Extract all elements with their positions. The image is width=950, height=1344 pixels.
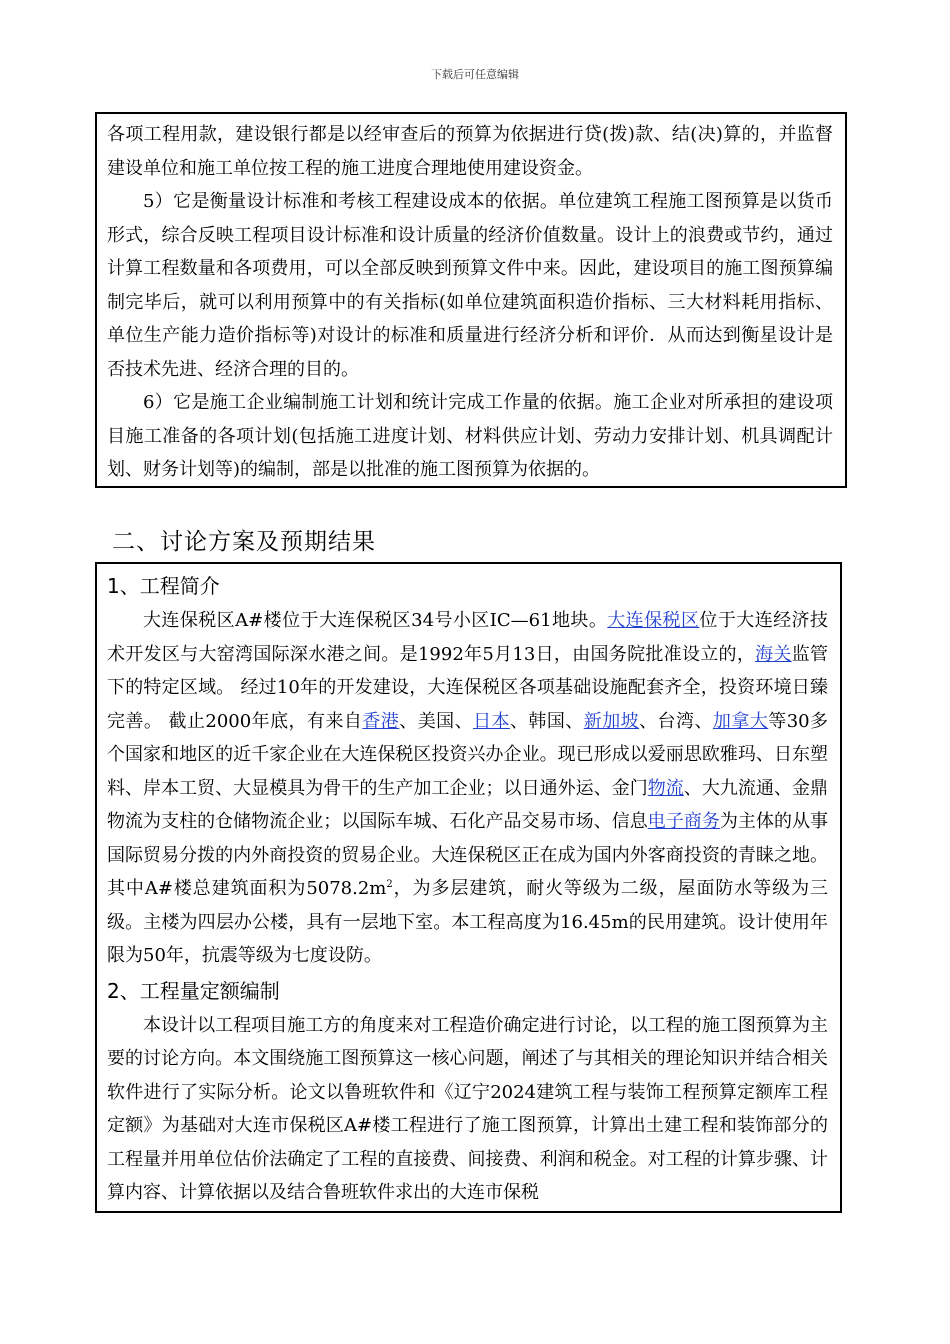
link-singapore[interactable]: 新加坡 [583, 710, 640, 732]
intro-text: 大连保税区A#楼位于大连保税区34号小区IC—61地块。 [143, 610, 608, 631]
link-canada[interactable]: 加拿大 [712, 710, 769, 732]
subtitle-quota: 2、工程量定额编制 [107, 978, 280, 1003]
paragraph-project-intro [107, 604, 828, 973]
link-ecommerce[interactable]: 电子商务 [647, 811, 720, 832]
subtitle-project-intro: 1、工程简介 [107, 574, 220, 598]
section-title: 二、讨论方案及预期结果 [112, 529, 376, 555]
link-customs[interactable]: 海关 [755, 643, 792, 665]
link-dalian-ftz[interactable]: 大连保税区 [607, 610, 700, 631]
link-logistics[interactable]: 物流 [647, 777, 684, 799]
intro-text: 、美国、 [399, 710, 474, 732]
paragraph-point-5: 5）它是衡量设计标准和考核工程建设成本的依据。单位建筑工程施工图预算是以货币形式，综合反映工程项目设计标准和设计质量的经济价值数量。设计上的浪费或节约，通过计算工程数量和各项费用，可以全部反映到预算文件中来。因此，建设项目的施工图预算编制完毕后，就可以利用预算中的有关指标(如单位建筑面积造价指标、三大材料耗用指标、单位生产能力造价指标等)对设计的标准和质量进行经济分析和评价．从而达到衡星设计是否技术先进、经济合理的目的。 [107, 191, 833, 380]
intro-text: 、韩国、 [509, 710, 584, 732]
intro-text: 为主体的从事国际贸易分拨的内外商投资的贸易企业。大连保税区正在成为国内外客商投资的青睐之地。其中A#楼总建筑面积为5078.2m [107, 811, 829, 899]
paragraph-point-6: 6）它是施工企业编制施工计划和统计完成工作量的依据。施工企业对所承担的建设项目施工准备的各项计划(包括施工进度计划、材料供应计划、劳动力安排计划、机具调配计划、财务计划等)的编制，部是以批准的施工图预算为依据的。 [107, 392, 833, 480]
intro-text: 、台湾、 [639, 710, 713, 732]
paragraph-quota: 本设计以工程项目施工方的角度来对工程造价确定进行讨论，以工程的施工图预算为主要的讨论方向。本文围绕施工图预算这一核心问题，阐述了与其相关的理论知识并结合相关软件进行了实际分析。论文以鲁班软件和《辽宁2024建筑工程与装饰工程预算定额库工程定额》为基础对大连市保税区A#楼工程进行了施工图预算，计算出土建工程和装饰部分的工程量并用单位估价法确定了工程的直接费、间接费、利润和税金。对工程的计算步骤、计算内容、计算依据以及结合鲁班软件求出的大连市保税 [107, 1014, 828, 1203]
continued-text-box [95, 112, 847, 488]
paragraph-funding: 各项工程用款，建设银行都是以经审查后的预算为依据进行贷(拨)款、结(决)算的，并监督建设单位和施工单位按工程的施工进度合理地使用建设资金。 [107, 124, 833, 179]
intro-text: 位于大连经济技术开发区与大窑湾国际深水港之间。是1992年5月13日，由国务院批准设立的， [107, 610, 828, 665]
intro-text: 等30多个国家和地区的近千家企业在大连保税区投资兴办企业。现已形成以爱丽思欧雅玛、日东塑料、岸本工贸、大显模具为骨干的生产加工企业；以日通外运、金门 [107, 710, 829, 799]
link-hongkong[interactable]: 香港 [362, 710, 400, 732]
project-box [95, 562, 842, 1213]
header-note: 下载后可任意编辑 [431, 68, 519, 81]
superscript-2: 2 [386, 879, 393, 890]
link-japan[interactable]: 日本 [473, 710, 510, 732]
intro-text: 、大九流通、金鼎物流为支柱的仓储物流企业；以国际车城、石化产品交易市场、信息 [107, 777, 829, 832]
intro-text: 监管下的特定区域。 经过10年的开发建设，大连保税区各项基础设施配套齐全，投资环境日臻完善。 截止2000年底，有来自 [107, 643, 829, 732]
intro-text: ，为多层建筑，耐火等级为二级，屋面防水等级为三级。主楼为四层办公楼，具有一层地下室。本工程高度为16.45m的民用建筑。设计使用年限为50年，抗震等级为七度设防。 [107, 878, 828, 966]
